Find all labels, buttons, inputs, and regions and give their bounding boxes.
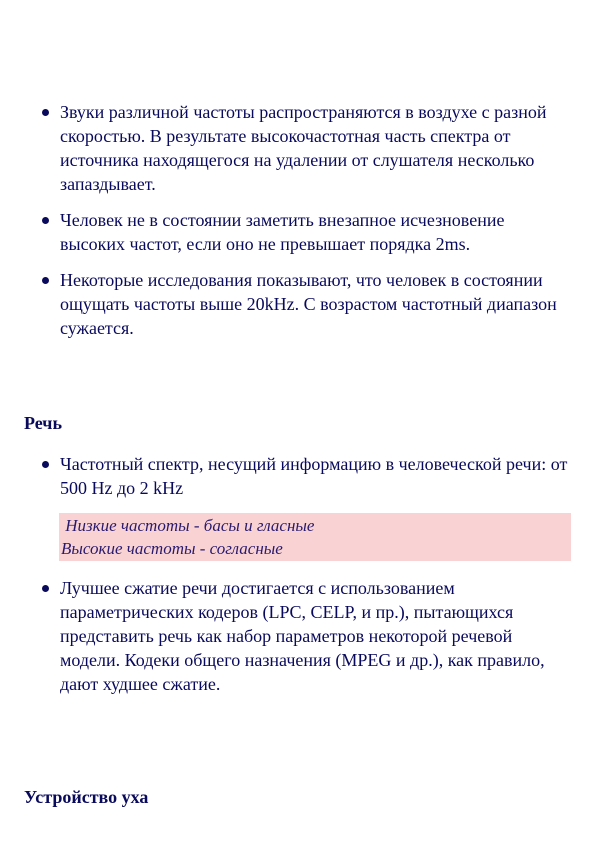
bullet-text: Некоторые исследования показывают, что человек в состоянии ощущать частоты выше 20kHz. С возрастом частотный диапазон сужается. bbox=[60, 270, 557, 338]
list-item bbox=[40, 268, 570, 340]
highlight-line-low: Низкие частоты - басы и гласные bbox=[65, 516, 315, 535]
intro-bullet-list bbox=[40, 100, 570, 352]
bullet-dot-icon bbox=[42, 277, 49, 284]
section-heading-speech: Речь bbox=[24, 413, 62, 433]
bullet-dot-icon bbox=[42, 585, 49, 592]
bullet-text: Лучшее сжатие речи достигается с использованием параметрических кодеров (LPC, CELP, и пр.), пытающихся представить речь как набор параметров некоторой речевой модели. Кодеки общего назначения (MPEG и др.), как правило, дают худшее сжатие. bbox=[60, 578, 545, 694]
list-item bbox=[40, 576, 570, 696]
bullet-dot-icon bbox=[42, 461, 49, 468]
section-heading-ear: Устройство уха bbox=[24, 787, 149, 807]
bullet-text: Человек не в состоянии заметить внезапное исчезновение высоких частот, если оно не превышает порядка 2ms. bbox=[60, 210, 505, 254]
bullet-text: Звуки различной частоты распространяются в воздухе с разной скоростью. В результате высокочастотная часть спектра от источника находящегося на удалении от слушателя несколько запаздывает. bbox=[60, 102, 547, 194]
list-item bbox=[40, 100, 570, 196]
speech-bullet-list-1 bbox=[40, 452, 570, 512]
bullet-text: Частотный спектр, несущий информацию в человеческой речи: от 500 Hz до 2 kHz bbox=[60, 454, 568, 498]
bullet-dot-icon bbox=[42, 109, 49, 116]
list-item bbox=[40, 452, 570, 500]
speech-bullet-list-2 bbox=[40, 576, 570, 708]
bullet-dot-icon bbox=[42, 217, 49, 224]
list-item bbox=[40, 208, 570, 256]
highlight-line-high: Высокие частоты - согласные bbox=[61, 539, 283, 558]
frequency-highlight-box bbox=[59, 513, 571, 561]
